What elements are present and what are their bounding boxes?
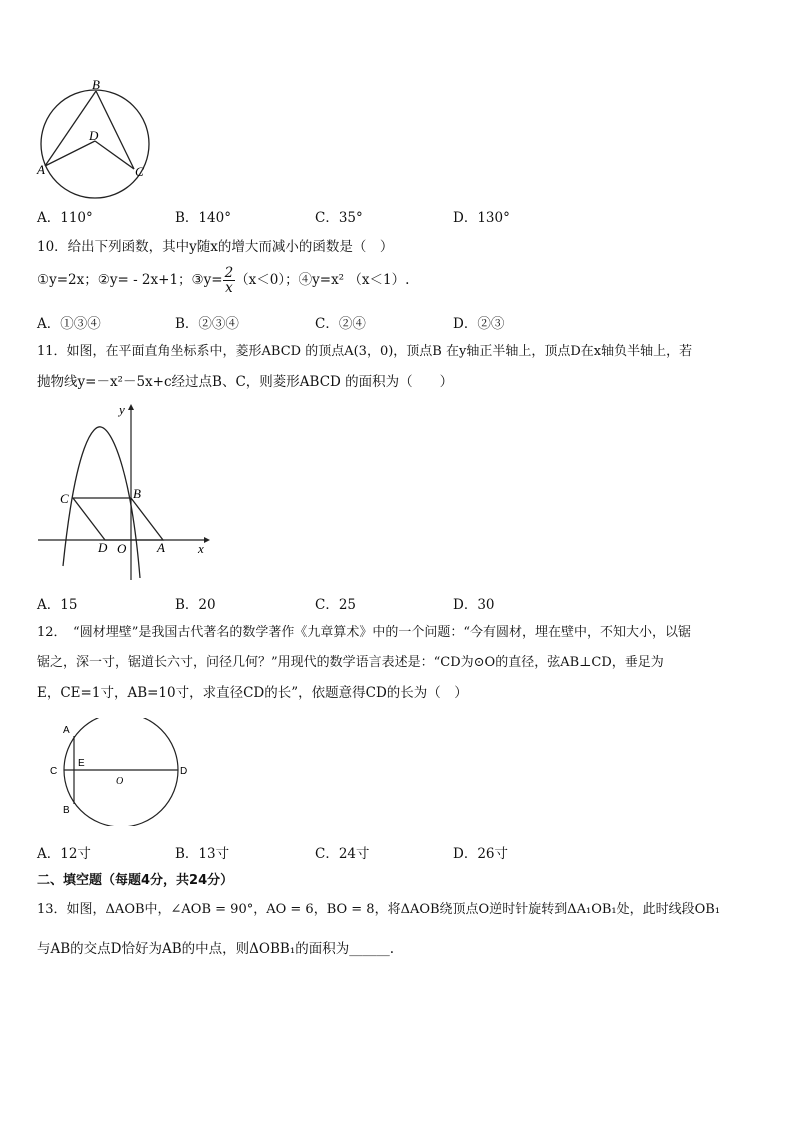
q12-stem-line1: 12． “圆材埋壁”是我国古代著名的数学著作《九章算术》中的一个问题：“今有圆材，埋在壁中，不知大小，以锯 [37, 625, 691, 640]
q11-option-c[interactable]: C．25 [315, 597, 357, 613]
q10-functions-part1: ①y=2x；②y= - 2x+1；③y= [37, 272, 223, 288]
q11-label-c: C [60, 491, 69, 506]
q12-option-d[interactable]: D．26寸 [453, 846, 509, 862]
q11-option-a[interactable]: A．15 [37, 597, 78, 613]
q11-label-x: x [198, 541, 204, 556]
q12-circle [64, 718, 178, 826]
q12-label-e: E [78, 758, 85, 769]
q9-option-a[interactable]: A．110° [37, 210, 93, 226]
q11-label-a: A [157, 540, 165, 555]
q11-label-b: B [133, 486, 141, 501]
q10-fraction [223, 266, 236, 295]
q11-label-d: D [98, 540, 108, 555]
q11-figure [36, 400, 216, 585]
q11-stem-line1: 11．如图，在平面直角坐标系中，菱形ABCD 的顶点A(3，0)，顶点B 在y轴正半轴上，顶点D在x轴负半轴上，若 [37, 344, 693, 359]
q11-option-b[interactable]: B．20 [175, 597, 216, 613]
q12-option-a[interactable]: A．12寸 [37, 846, 91, 862]
q13-line1: 13．如图，ΔAOB中，∠AOB = 90°，AO = 6，BO = 8，将ΔAOB绕顶点O逆时针旋转到ΔA₁OB₁处，此时线段OB₁ [37, 902, 721, 917]
section-heading-fill-blank: 二、填空题（每题4分，共24分） [37, 873, 234, 888]
q9-circle [41, 90, 149, 198]
q11-parabola [63, 427, 140, 578]
q11-label-o: O [117, 541, 127, 556]
q10-option-b[interactable]: B．②③④ [175, 316, 239, 332]
q9-segment-dc [95, 141, 134, 169]
q12-stem-line3: E，CE=1寸，AB=10寸，求直径CD的长”，依题意得CD的长为（ ） [37, 685, 468, 701]
q12-option-c[interactable]: C．24寸 [315, 846, 370, 862]
q12-stem-line2: 锯之，深一寸，锯道长六寸，问径几何？”用现代的数学语言表述是：“CD为⊙O的直径，弦AB⊥CD，垂足为 [37, 655, 664, 670]
q9-label-d: D [89, 128, 99, 143]
q10-option-c[interactable]: C．②④ [315, 316, 366, 332]
q12-label-o: O [116, 776, 124, 787]
q9-option-c[interactable]: C．35° [315, 210, 363, 226]
q9-option-b[interactable]: B．140° [175, 210, 231, 226]
q11-rhombus [73, 498, 163, 540]
q11-y-arrow [128, 404, 134, 410]
q12-figure [44, 718, 194, 826]
q10-fraction-numerator: 2 [224, 265, 234, 281]
q9-segment-ad [45, 141, 95, 166]
q10-functions [37, 266, 409, 295]
q9-label-b: B [92, 77, 100, 92]
q9-figure [30, 76, 160, 204]
q11-option-d[interactable]: D．30 [453, 597, 495, 613]
q12-label-a: A [63, 725, 70, 736]
q9-label-a: A [37, 162, 45, 177]
q9-option-d[interactable]: D．130° [453, 210, 510, 226]
q11-stem-line2: 抛物线y=－x²－5x+c经过点B、C，则菱形ABCD 的面积为（ ） [37, 374, 454, 390]
q11-label-y: y [119, 402, 125, 417]
q12-label-c: C [50, 766, 58, 777]
q13-line2: 与AB的交点D恰好为AB的中点，则ΔOBB₁的面积为______. [37, 941, 395, 957]
q12-label-d: D [180, 766, 188, 777]
q10-functions-part2: （x＜0）；④y=x² （x＜1）. [235, 272, 410, 288]
q11-x-arrow [204, 537, 210, 543]
q10-option-d[interactable]: D．②③ [453, 316, 505, 332]
q10-stem: 10．给出下列函数，其中y随x的增大而减小的函数是（ ） [37, 239, 394, 255]
q9-label-c: C [135, 164, 144, 179]
q10-fraction-denominator: x [225, 280, 233, 296]
q9-segment-bc [96, 91, 134, 169]
q10-option-a[interactable]: A．①③④ [37, 316, 101, 332]
q12-label-b: B [63, 805, 70, 816]
q12-option-b[interactable]: B．13寸 [175, 846, 230, 862]
